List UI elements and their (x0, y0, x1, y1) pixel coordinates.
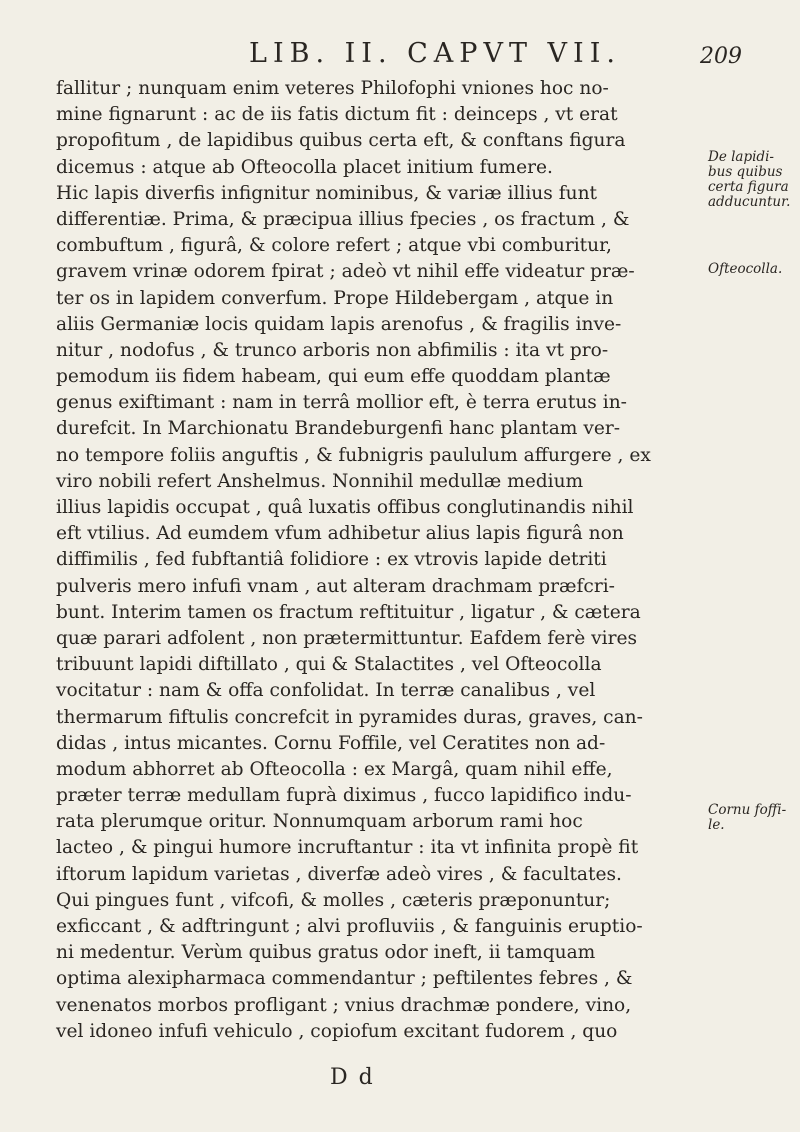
text-line: quæ parari adfolent , non prætermittuntur. Eafdem ferè vires (56, 627, 637, 649)
marginal-note-line: Cornu foffi- (708, 802, 787, 818)
text-line: durefcit. In Marchionatu Brandeburgenfi hanc plantam ver- (56, 418, 621, 440)
text-line: modum abhorret ab Ofteocolla : ex Margâ, quam nihil effe, (56, 758, 613, 780)
text-line: pulveris mero infufi vnam , aut alteram drachmam præfcri- (56, 575, 615, 597)
signature-mark: D d (330, 1065, 375, 1090)
running-title: LIB. II. CAPVT VII. (249, 38, 621, 69)
text-line: bunt. Interim tamen os fractum reftituitur , ligatur , & cætera (56, 601, 641, 623)
marginal-note-osteocolla (708, 262, 794, 277)
text-line: no tempore foliis anguftis , & fubnigris paululum affurgere , ex (56, 444, 651, 466)
text-line: dicemus : atque ab Ofteocolla placet initium fumere. (56, 156, 553, 178)
text-line: exficcant , & adftringunt ; alvi profluviis , & fanguinis eruptio- (56, 916, 643, 937)
marginal-note-line: certa figura (708, 179, 789, 195)
text-line: genus exiftimant : nam in terrâ mollior eft, è terra erutus in- (56, 392, 627, 414)
text-line: diffimilis , fed fubftantiâ folidiore : ex vtrovis lapide detriti (56, 549, 607, 571)
text-line: ter os in lapidem converfum. Prope Hildebergam , atque in (56, 287, 614, 309)
text-line: vocitatur : nam & offa confolidat. In terræ canalibus , vel (56, 680, 596, 702)
text-line: aliis Germaniæ locis quidam lapis arenofus , & fragilis inve- (56, 313, 622, 335)
text-line: illius lapidis occupat , quâ luxatis offibus conglutinandis nihil (56, 497, 634, 518)
text-line: lacteo , & pingui humore incruftantur : ita vt infinita propè fit (56, 837, 639, 859)
marginal-note-line: bus quibus (708, 164, 783, 180)
text-line: iftorum lapidum varietas , diverfæ adeò vires , & facultates. (56, 863, 622, 885)
text-line: vel idoneo infufi vehiculo , copiofum excitant fudorem , quo (56, 1020, 618, 1042)
text-line: eft vtilius. Ad eumdem vfum adhibetur alius lapis figurâ non (56, 523, 624, 545)
text-line: tribuunt lapidi diftillato , qui & Stalactites , vel Ofteocolla (56, 654, 602, 676)
running-header (0, 38, 800, 69)
text-line: mine fignarunt : ac de iis fatis dictum fit : deinceps , vt erat (56, 104, 618, 126)
text-line: ni medentur. Verùm quibus gratus odor ineft, ii tamquam (56, 942, 596, 964)
text-line: didas , intus micantes. Cornu Foffile, vel Ceratites non ad- (56, 732, 606, 754)
text-line: venenatos morbos profligant ; vnius drachmæ pondere, vino, (56, 994, 632, 1016)
text-line: Qui pingues funt , vifcofi, & molles , cæteris præponuntur; (56, 889, 611, 911)
text-line: propofitum , de lapidibus quibus certa eft, & conftans figura (56, 130, 626, 152)
text-line: nitur , nodofus , & trunco arboris non abfimilis : ita vt pro- (56, 339, 609, 361)
text-line: fallitur ; nunquam enim veteres Philofophi vniones hoc no- (56, 78, 609, 99)
text-line: viro nobili refert Anshelmus. Nonnihil medullæ medium (56, 470, 584, 492)
text-line: rata plerumque oritur. Nonnumquam arborum rami hoc (56, 811, 583, 833)
text-line: thermarum fiftulis concrefcit in pyramides duras, graves, can- (56, 706, 643, 728)
text-line: differentiæ. Prima, & præcipua illius fpecies , os fractum , & (56, 208, 630, 230)
text-line: præter terræ medullam fuprà diximus , fucco lapidifico indu- (56, 785, 632, 807)
page-number: 209 (700, 44, 742, 69)
text-line: Hic lapis diverfis infignitur nominibus, & variæ illius funt (56, 182, 598, 204)
marginal-note-line: le. (708, 817, 725, 833)
marginal-note-de-lapidibus (708, 150, 794, 210)
text-line: combuftum , figurâ, & colore refert ; atque vbi comburitur, (56, 235, 612, 257)
marginal-note-cornu-fossile (708, 803, 794, 833)
marginal-note-line: adducuntur. (708, 194, 791, 210)
text-line: optima alexipharmaca commendantur ; peftilentes febres , & (56, 968, 633, 990)
text-line: pemodum iis fidem habeam, qui eum effe quoddam plantæ (56, 366, 611, 388)
text-line: gravem vrinæ odorem fpirat ; adeò vt nihil effe videatur præ- (56, 261, 635, 283)
marginal-note-line: Ofteocolla. (708, 261, 783, 277)
marginal-note-line: De lapidi- (708, 149, 774, 165)
main-text-block (56, 76, 704, 1045)
